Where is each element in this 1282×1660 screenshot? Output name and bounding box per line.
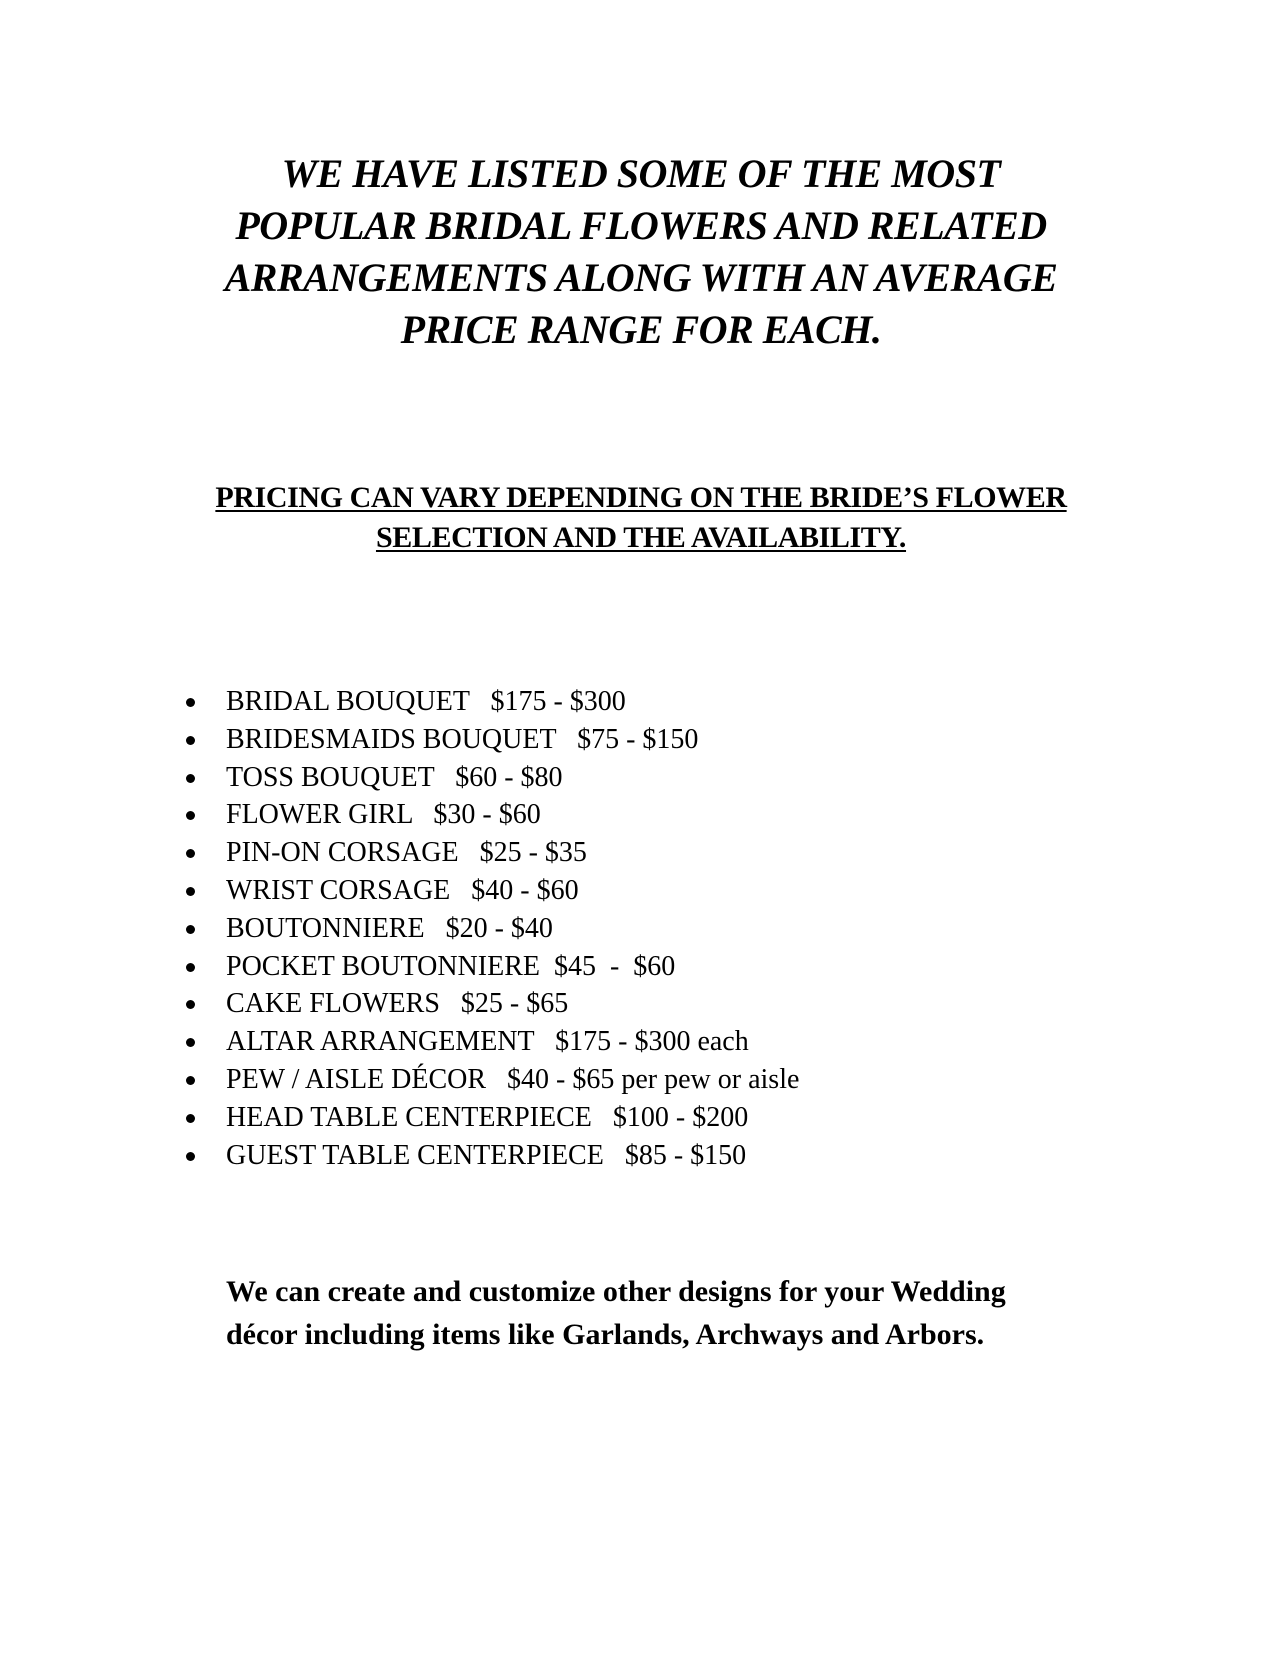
bullet-dot-icon: [186, 963, 195, 972]
bullet-dot-icon: [186, 925, 195, 934]
bullet-dot-icon: [186, 736, 195, 745]
price-item-text: BOUTONNIERE $20 - $40: [226, 912, 553, 944]
bullet-dot-icon: [186, 887, 195, 896]
price-list-item: [186, 721, 799, 759]
bullet-dot-icon: [186, 1114, 195, 1123]
price-item-text: WRIST CORSAGE $40 - $60: [226, 874, 579, 906]
price-list-item: [186, 948, 799, 986]
bullet-dot-icon: [186, 774, 195, 783]
bullet-dot-icon: [186, 1076, 195, 1085]
price-list-item: [186, 1137, 799, 1175]
price-list-item: [186, 910, 799, 948]
price-item-text: BRIDAL BOUQUET $175 - $300: [226, 686, 626, 717]
notice-line: PRICING CAN VARY DEPENDING ON THE BRIDE’S FLOWER: [215, 481, 1067, 514]
price-list-item: [186, 985, 799, 1023]
pricing-notice: [140, 478, 1142, 558]
page-headline: [150, 148, 1132, 356]
price-list-item: [186, 1099, 799, 1137]
price-item-text: FLOWER GIRL $30 - $60: [226, 799, 541, 831]
price-list-item: [186, 1023, 799, 1061]
price-item-text: ALTAR ARRANGEMENT $175 - $300 each: [226, 1026, 749, 1058]
notice-line: SELECTION AND THE AVAILABILITY.: [375, 521, 907, 554]
price-list-item: [186, 834, 799, 872]
headline-line: POPULAR BRIDAL FLOWERS AND RELATED: [235, 203, 1047, 248]
price-list: [186, 683, 799, 1174]
price-list-item: [186, 796, 799, 834]
bullet-dot-icon: [186, 849, 195, 858]
bullet-dot-icon: [186, 1000, 195, 1009]
price-list-item: [186, 872, 799, 910]
bullet-dot-icon: [186, 698, 195, 707]
price-item-text: GUEST TABLE CENTERPIECE $85 - $150: [226, 1139, 747, 1171]
price-list-item: [186, 759, 799, 797]
bullet-dot-icon: [186, 1038, 195, 1047]
price-item-text: TOSS BOUQUET $60 - $80: [226, 761, 563, 793]
price-item-text: BRIDESMAIDS BOUQUET $75 - $150: [226, 723, 699, 755]
price-list-item: [186, 1061, 799, 1099]
price-item-text: PEW / AISLE DÉCOR $40 - $65 per pew or aisle: [226, 1063, 800, 1095]
closing-line: We can create and customize other designs for your Wedding: [226, 1275, 1006, 1308]
headline-line: WE HAVE LISTED SOME OF THE MOST: [281, 151, 1001, 196]
closing-paragraph: [226, 1270, 1126, 1356]
price-list-item: [186, 683, 799, 721]
price-item-text: POCKET BOUTONNIERE $45 - $60: [226, 950, 676, 982]
price-item-text: CAKE FLOWERS $25 - $65: [226, 988, 569, 1020]
headline-line: PRICE RANGE FOR EACH.: [400, 307, 882, 352]
bullet-dot-icon: [186, 1152, 195, 1161]
closing-line: décor including items like Garlands, Archways and Arbors.: [226, 1318, 985, 1351]
price-item-text: HEAD TABLE CENTERPIECE $100 - $200: [226, 1101, 749, 1133]
headline-line: ARRANGEMENTS ALONG WITH AN AVERAGE: [224, 255, 1058, 300]
price-item-text: PIN-ON CORSAGE $25 - $35: [226, 837, 587, 869]
bullet-dot-icon: [186, 811, 195, 820]
